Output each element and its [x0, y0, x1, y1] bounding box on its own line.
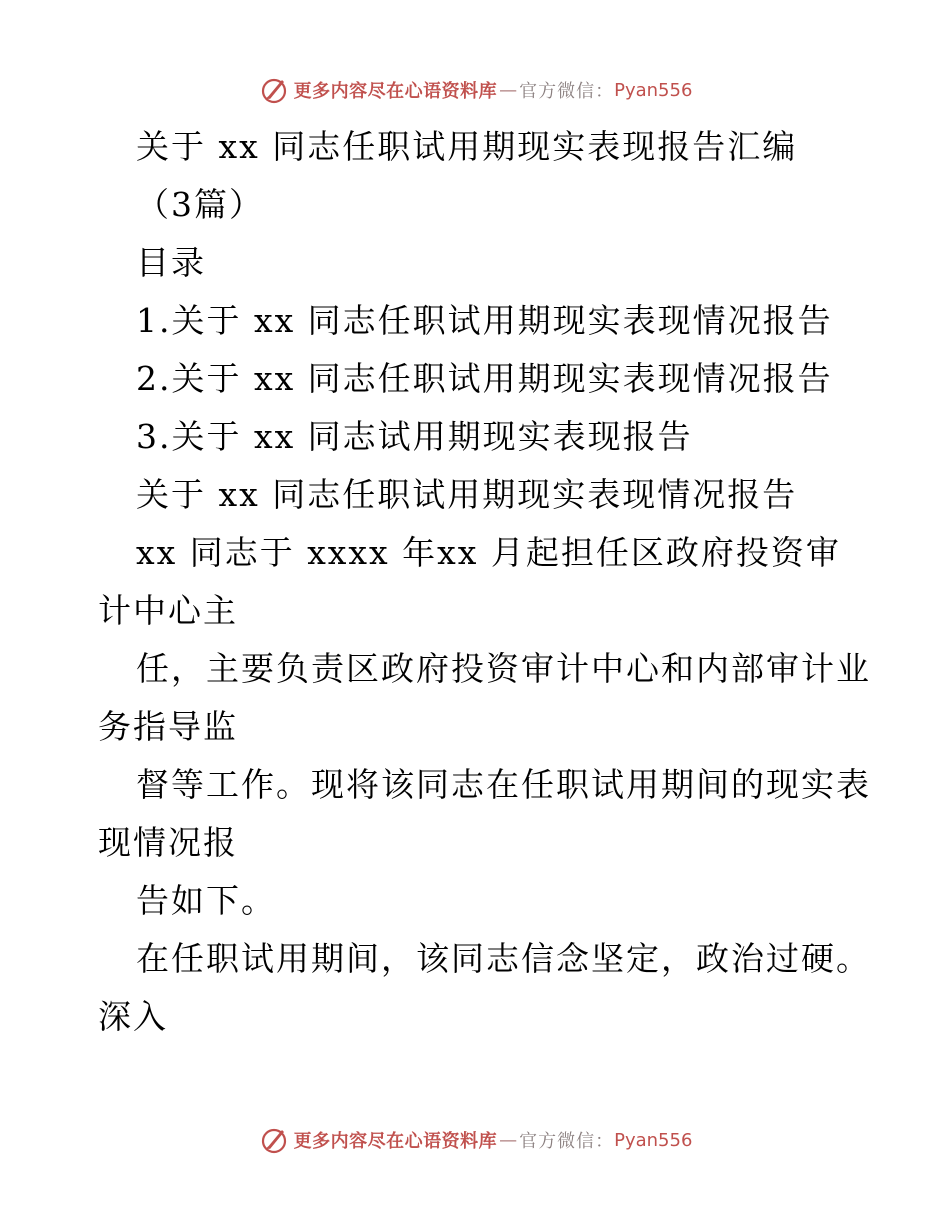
paragraph-line: 现情况报 [98, 823, 238, 862]
paragraph-line: 督等工作。现将该同志在任职试用期间的现实表 [136, 765, 871, 804]
paragraph-line: 计中心主 [98, 591, 238, 630]
watermark-wechat-id: Pyan556 [614, 79, 693, 101]
watermark-dash: — [499, 1129, 518, 1151]
toc-item-2: 2.关于 xx 同志任职试用期现实表现情况报告 [136, 359, 833, 398]
paragraph-line: 在任职试用期间，该同志信念坚定，政治过硬。 [136, 939, 871, 978]
toc-item-1: 1.关于 xx 同志任职试用期现实表现情况报告 [136, 301, 833, 340]
document-title: 关于 xx 同志任职试用期现实表现报告汇编 [136, 127, 798, 166]
watermark-dash: — [499, 79, 518, 101]
toc-item-3: 3.关于 xx 同志试用期现实表现报告 [136, 417, 693, 456]
section-heading: 关于 xx 同志任职试用期现实表现情况报告 [136, 475, 798, 514]
watermark-wechat-label: 官方微信： [519, 81, 615, 102]
quill-circle-icon [258, 74, 290, 106]
paragraph-line: 任，主要负责区政府投资审计中心和内部审计业 [136, 649, 871, 688]
watermark-wechat-id: Pyan556 [614, 1129, 693, 1151]
toc-heading: 目录 [136, 243, 206, 282]
watermark-brand-text: 更多内容尽在心语资料库 [293, 1131, 498, 1152]
paragraph-line: 告如下。 [136, 881, 276, 920]
footer-watermark [0, 1120, 950, 1160]
paragraph-line: 深入 [98, 997, 168, 1036]
paragraph-line: xx 同志于 xxxx 年xx 月起担任区政府投资审 [136, 533, 841, 572]
quill-circle-icon [258, 1124, 290, 1156]
watermark-brand-text: 更多内容尽在心语资料库 [293, 81, 498, 102]
document-title-count: （3篇） [136, 185, 264, 224]
watermark-wechat-label: 官方微信： [519, 1131, 615, 1152]
paragraph-line: 务指导监 [98, 707, 238, 746]
header-watermark [0, 70, 950, 110]
